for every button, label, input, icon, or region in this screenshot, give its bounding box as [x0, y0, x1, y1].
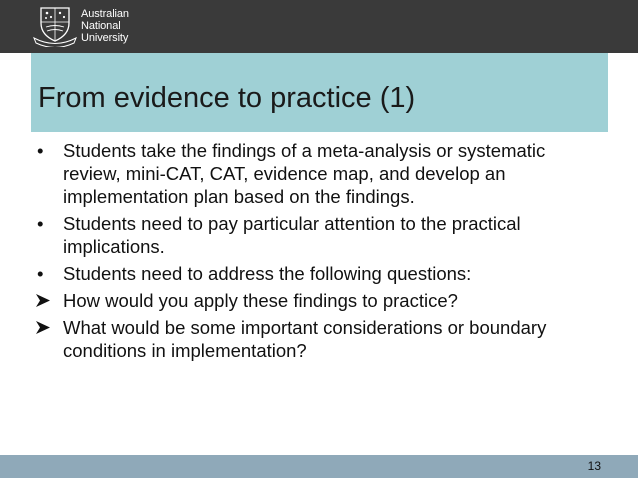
footer-bar: [0, 455, 638, 478]
logo-line-1: Australian: [81, 8, 129, 20]
logo-line-3: University: [81, 32, 129, 44]
bullet-text: Students take the findings of a meta-analysis or systematic review, mini-CAT, CAT, evidence map, and develop an implementation plan based on the findings.: [63, 140, 546, 207]
bullet-marker: •: [37, 263, 44, 284]
bullet-item-1: [31, 139, 601, 208]
arrow-item-2: [31, 316, 601, 362]
slide-title: From evidence to practice (1): [38, 82, 416, 114]
bullet-text: What would be some important considerations or boundary conditions in implementation?: [63, 317, 547, 361]
arrow-bullet-icon: [35, 320, 51, 335]
page-number: 13: [587, 459, 601, 473]
bullet-marker: •: [37, 140, 44, 161]
title-band: [31, 53, 608, 132]
bullet-list: [31, 139, 601, 366]
anu-logo: [32, 5, 192, 47]
bullet-marker: •: [37, 213, 44, 234]
logo-line-2: National: [81, 20, 121, 32]
header-bar: [0, 0, 638, 53]
bullet-item-3: [31, 262, 601, 285]
arrow-item-1: [31, 289, 601, 312]
arrow-bullet-icon: [35, 293, 51, 308]
logo-wordmark: [81, 8, 129, 44]
university-crest-icon: [32, 5, 78, 47]
bullet-text: Students need to pay particular attention to the practical implications.: [63, 213, 521, 257]
bullet-text: Students need to address the following questions:: [63, 263, 472, 284]
bullet-text: How would you apply these findings to practice?: [63, 290, 458, 311]
bullet-item-2: [31, 212, 601, 258]
